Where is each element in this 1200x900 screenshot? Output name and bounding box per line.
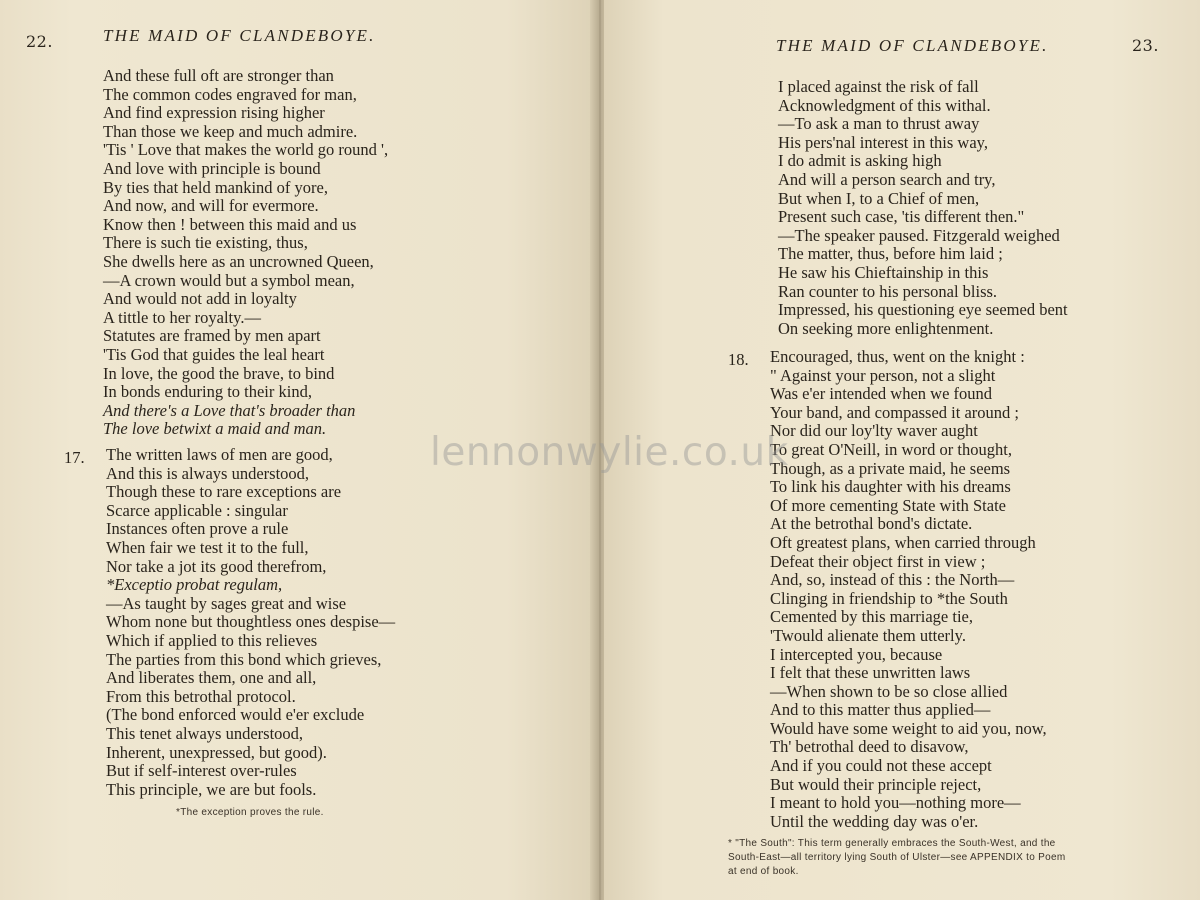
verse-line: " Against your person, not a slight bbox=[770, 365, 996, 385]
verse-line: And would not add in loyalty bbox=[103, 289, 297, 309]
verse-line: And find expression rising higher bbox=[103, 103, 325, 123]
verse-line: Would have some weight to aid you, now, bbox=[770, 718, 1047, 738]
verse-line: This tenet always understood, bbox=[106, 723, 304, 743]
verse-line: Clinging in friendship to *the South bbox=[770, 588, 1008, 608]
verse-line: —The speaker paused. Fitzgerald weighed bbox=[778, 225, 1060, 245]
verse-line: And will a person search and try, bbox=[778, 169, 996, 189]
verse-line: On seeking more enlightenment. bbox=[778, 318, 994, 338]
verse-line: But if self-interest over-rules bbox=[106, 761, 297, 781]
footnote-line: at end of book. bbox=[728, 866, 799, 877]
verse-line: Ran counter to his personal bliss. bbox=[778, 281, 998, 301]
verse-line: —To ask a man to thrust away bbox=[778, 114, 980, 134]
verse-line: I placed against the risk of fall bbox=[778, 77, 979, 96]
verse-line: I felt that these unwritten laws bbox=[770, 663, 971, 683]
verse-block-2 bbox=[106, 446, 395, 799]
verse-line: A tittle to her royalty.— bbox=[103, 307, 261, 327]
verse-block-2 bbox=[770, 348, 1047, 831]
verse-line: She dwells here as an uncrowned Queen, bbox=[103, 251, 374, 271]
footnote-line: South-East—all territory lying South of Ulster—see APPENDIX to Poem bbox=[728, 852, 1066, 863]
verse-line: 'Tis ' Love that makes the world go round ', bbox=[103, 140, 389, 160]
verse-line: Which if applied to this relieves bbox=[106, 630, 318, 650]
verse-line: And this is always understood, bbox=[106, 463, 310, 483]
verse-line: Until the wedding day was o'er. bbox=[770, 811, 979, 831]
verse-line: Than those we keep and much admire. bbox=[103, 121, 358, 141]
page-number: 22. bbox=[26, 32, 53, 51]
stanza-number: 18. bbox=[728, 350, 749, 369]
verse-block-1 bbox=[103, 67, 388, 439]
verse-line: But when I, to a Chief of men, bbox=[778, 188, 980, 208]
page-number: 23. bbox=[1132, 36, 1159, 55]
verse-line: The common codes engraved for man, bbox=[103, 84, 357, 104]
verse-line: I meant to hold you—nothing more— bbox=[770, 793, 1021, 813]
verse-line: I do admit is asking high bbox=[778, 151, 942, 171]
verse-line: Present such case, 'tis different then." bbox=[778, 207, 1025, 227]
verse-line: He saw his Chieftainship in this bbox=[778, 262, 989, 282]
verse-line: Oft greatest plans, when carried through bbox=[770, 532, 1036, 552]
verse-line: Instances often prove a rule bbox=[106, 519, 289, 539]
verse-line: Defeat their object first in view ; bbox=[770, 551, 986, 571]
footnote-line: * "The South": This term generally embraces the South-West, and the bbox=[728, 838, 1056, 849]
verse-line: The written laws of men are good, bbox=[106, 445, 333, 464]
verse-line: Cemented by this marriage tie, bbox=[770, 607, 973, 627]
verse-line: 'Tis God that guides the leal heart bbox=[103, 344, 325, 364]
verse-line: Impressed, his questioning eye seemed bent bbox=[778, 300, 1068, 320]
verse-line: There is such tie existing, thus, bbox=[103, 233, 308, 253]
verse-line: —As taught by sages great and wise bbox=[106, 593, 347, 613]
verse-line: (The bond enforced would e'er exclude bbox=[106, 705, 365, 725]
verse-line: Though, as a private maid, he seems bbox=[770, 458, 1011, 478]
verse-line: —A crown would but a symbol mean, bbox=[103, 270, 355, 290]
stanza-number: 17. bbox=[64, 448, 85, 467]
verse-line: Nor did our loy'lty waver aught bbox=[770, 421, 978, 441]
verse-line: In bonds enduring to their kind, bbox=[103, 382, 312, 402]
verse-line: Encouraged, thus, went on the knight : bbox=[770, 347, 1025, 366]
verse-line: Acknowledgment of this withal. bbox=[778, 95, 991, 115]
watermark: lennonwylie.co.uk bbox=[430, 430, 789, 475]
verse-line: Statutes are framed by men apart bbox=[103, 326, 321, 346]
footnote: *The exception proves the rule. bbox=[176, 807, 324, 818]
verse-line: From this betrothal protocol. bbox=[106, 686, 296, 706]
verse-line: The matter, thus, before him laid ; bbox=[778, 244, 1003, 264]
verse-line: By ties that held mankind of yore, bbox=[103, 177, 328, 197]
verse-line: At the betrothal bond's dictate. bbox=[770, 514, 973, 534]
verse-line: Was e'er intended when we found bbox=[770, 384, 993, 404]
verse-line-italic: *Exceptio probat regulam, bbox=[106, 575, 283, 595]
verse-line: This principle, we are but fools. bbox=[106, 779, 317, 799]
verse-line: And love with principle is bound bbox=[103, 158, 321, 178]
verse-line: To great O'Neill, in word or thought, bbox=[770, 439, 1012, 459]
verse-line: 'Twould alienate them utterly. bbox=[770, 625, 966, 645]
verse-line: When fair we test it to the full, bbox=[106, 537, 309, 557]
verse-line: Of more cementing State with State bbox=[770, 495, 1006, 515]
verse-block-1 bbox=[778, 78, 1068, 338]
verse-line: Whom none but thoughtless ones despise— bbox=[106, 612, 396, 632]
verse-line: But would their principle reject, bbox=[770, 774, 982, 794]
verse-line: I intercepted you, because bbox=[770, 644, 943, 664]
verse-line-italic: The love betwixt a maid and man. bbox=[103, 419, 327, 439]
verse-line: The parties from this bond which grieves, bbox=[106, 649, 382, 669]
verse-line: Scarce applicable : singular bbox=[106, 500, 288, 520]
verse-line: Nor take a jot its good therefrom, bbox=[106, 556, 327, 576]
verse-line: Inherent, unexpressed, but good). bbox=[106, 742, 327, 762]
verse-line: Know then ! between this maid and us bbox=[103, 214, 357, 234]
verse-line: His pers'nal interest in this way, bbox=[778, 132, 988, 152]
verse-line-italic: And there's a Love that's broader than bbox=[103, 400, 356, 420]
running-head: THE MAID OF CLANDEBOYE. bbox=[776, 36, 1049, 55]
verse-line: Your band, and compassed it around ; bbox=[770, 402, 1019, 422]
verse-line: And if you could not these accept bbox=[770, 756, 992, 776]
verse-line: To link his daughter with his dreams bbox=[770, 477, 1011, 497]
verse-line: And liberates them, one and all, bbox=[106, 668, 317, 688]
verse-line: And, so, instead of this : the North— bbox=[770, 570, 1015, 590]
verse-line: In love, the good the brave, to bind bbox=[103, 363, 335, 383]
running-head: THE MAID OF CLANDEBOYE. bbox=[103, 26, 376, 45]
verse-line: Though these to rare exceptions are bbox=[106, 482, 342, 502]
verse-line: And these full oft are stronger than bbox=[103, 66, 334, 85]
footnote bbox=[728, 837, 1065, 879]
verse-line: Th' betrothal deed to disavow, bbox=[770, 737, 969, 757]
verse-line: And to this matter thus applied— bbox=[770, 700, 991, 720]
verse-line: —When shown to be so close allied bbox=[770, 681, 1008, 701]
verse-line: And now, and will for evermore. bbox=[103, 196, 319, 216]
